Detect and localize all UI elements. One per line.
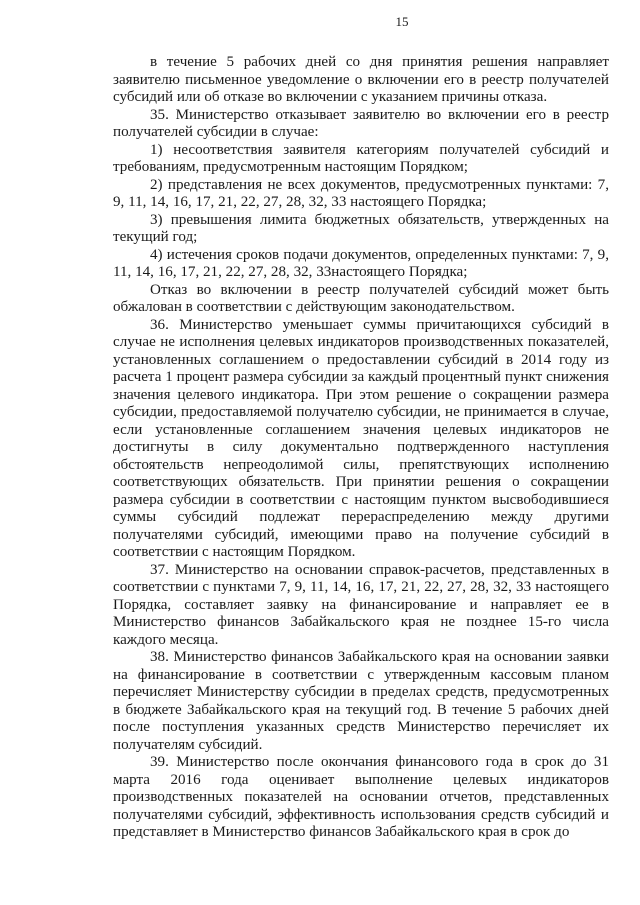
paragraph-refusal-appeal: Отказ во включении в реестр получателей субсидий может быть обжалован в соответствии с действующим законодательством. — [113, 281, 609, 315]
list-item-3: 3) превышения лимита бюджетных обязательств, утвержденных на текущий год; — [113, 211, 609, 245]
paragraph-continuation: в течение 5 рабочих дней со дня принятия решения направляет заявителю письменное уведомление о включении его в реестр получателей субсидий или об отказе во включении с указанием причины отказа. — [113, 54, 609, 105]
list-item-1: 1) несоответствия заявителя категориям получателей субсидий и требованиям, предусмотренным настоящим Порядком; — [113, 141, 609, 175]
paragraph-38: 38. Министерство финансов Забайкальского края на основании заявки на финансирование в соответствии с утвержденным кассовым планом перечисляет Министерству субсидии в пределах средств, предусмотренных в бюджете Забайкальского края на текущий год. В течение 5 рабочих дней после поступления указанных средств Министерство перечисляет их получателям субсидий. — [113, 649, 609, 753]
paragraph-39: 39. Министерство после окончания финансового года в срок до 31 марта 2016 года оценивает выполнение целевых индикаторов производственных показателей на основании отчетов, представленных получателями субсидий, эффективность использования средств субсидий и представляет в Министерство финансов Забайкальского края в срок до — [113, 754, 609, 840]
paragraph-37: 37. Министерство на основании справок-расчетов, представленных в соответствии с пунктами 7, 9, 11, 14, 16, 17, 21, 22, 27, 28, 32, 33 настоящего Порядка, составляет заявку на финансирование и направляет ее в Министерство финансов Забайкальского края не позднее 15-го числа каждого месяца. — [113, 561, 609, 648]
list-item-2: 2) представления не всех документов, предусмотренных пунктами: 7, 9, 11, 14, 16, 17, 21, 22, 27, 28, 32, 33 настоящего Порядка; — [113, 176, 609, 210]
paragraph-36: 36. Министерство уменьшает суммы причитающихся субсидий в случае не исполнения целевых индикаторов производственных показателей, установленных соглашением о предоставлении субсидий в 2014 году из расчета 1 процент размера субсидии за каждый процентный пункт снижения значения целевого индикатора. При этом решение о сокращении размера субсидии, предоставляемой получателю субсидии, не принимается в случае, если установленные соглашением значения целевых индикаторов не достигнуты в силу документально подтвержденного наступления обстоятельств непреодолимой силы, препятствующих исполнению соответствующих обязательств. При принятии решения о сокращении размера субсидии в соответствии с настоящим пунктом высвободившиеся суммы субсидий подлежат перераспределению между другими получателями субсидий, имеющими право на получение субсидий в соответствии с настоящим Порядком. — [113, 316, 609, 560]
document-body — [113, 54, 609, 842]
paragraph-35: 35. Министерство отказывает заявителю во включении его в реестр получателей субсидии в случае: — [113, 106, 609, 140]
list-item-4: 4) истечения сроков подачи документов, определенных пунктами: 7, 9, 11, 14, 16, 17, 21, 22, 27, 28, 32, 33настоящего Порядка; — [113, 246, 609, 280]
page-number: 15 — [395, 14, 409, 29]
